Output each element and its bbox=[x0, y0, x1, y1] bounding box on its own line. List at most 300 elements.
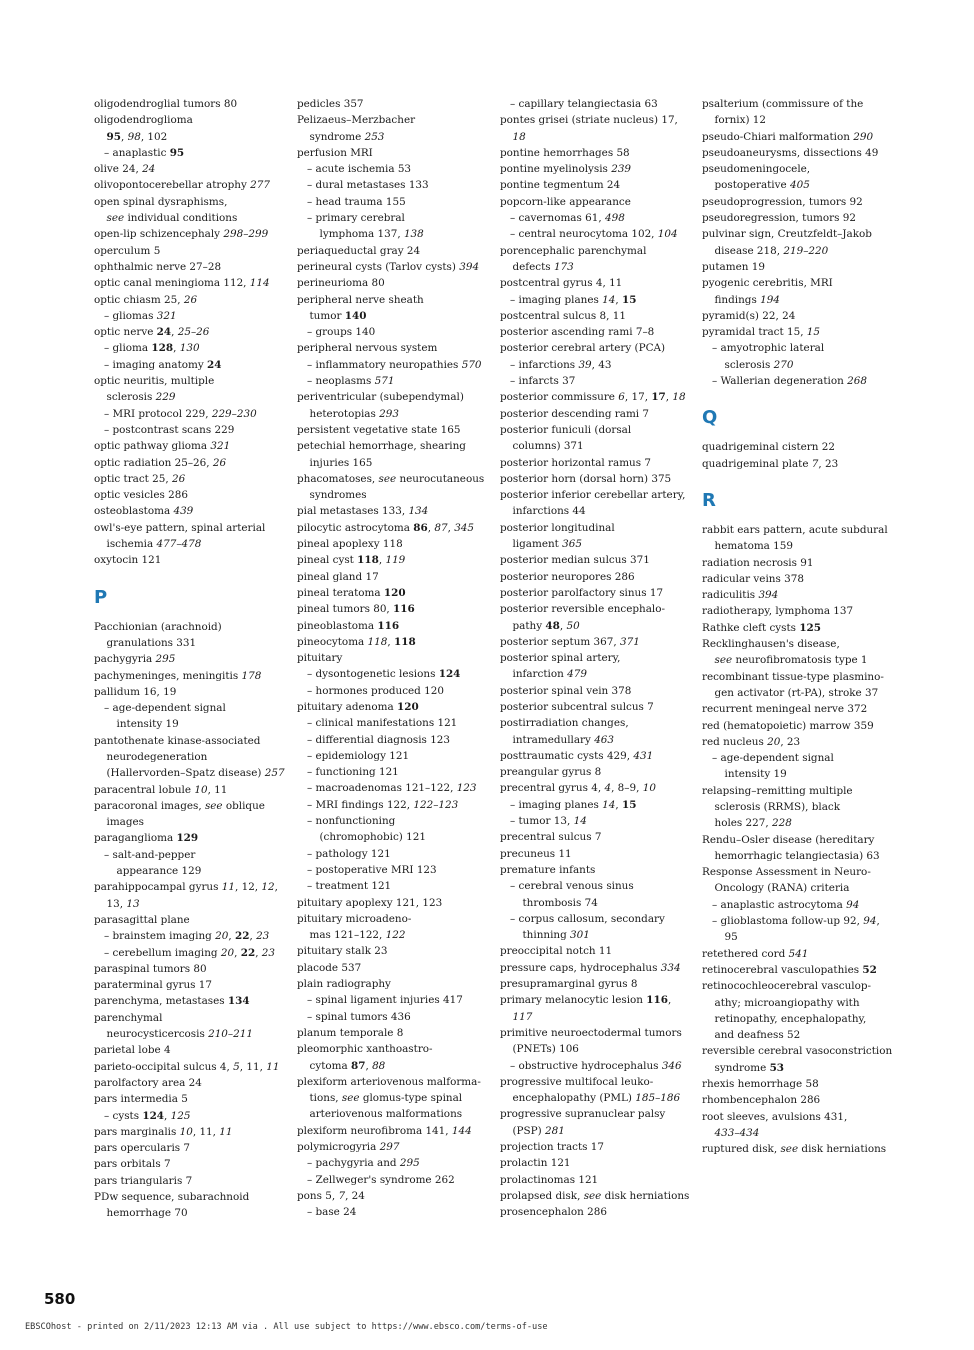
index-entry bbox=[500, 275, 690, 291]
index-entry-text: – cysts 124, 125 bbox=[104, 1109, 191, 1122]
index-entry bbox=[297, 666, 487, 682]
index-entry bbox=[94, 1108, 284, 1124]
index-entry bbox=[500, 455, 690, 471]
index-entry-text: radicular veins 378 bbox=[702, 572, 804, 585]
index-entry-text: parieto-occipital sulcus 4, 5, 11, 11 bbox=[94, 1060, 280, 1073]
index-entry bbox=[500, 748, 690, 764]
index-entry bbox=[702, 555, 892, 571]
index-entry-text: – functioning 121 bbox=[307, 766, 399, 779]
index-entry-text: prolactinomas 121 bbox=[500, 1173, 599, 1186]
index-entry-continuation: neurocysticercosis 210–211 bbox=[106, 1028, 253, 1041]
index-entry-text: postcentral sulcus 8, 11 bbox=[500, 309, 626, 322]
index-entry-text: pachygyria 295 bbox=[94, 653, 176, 666]
index-entry-text: – infarctions 39, 43 bbox=[510, 358, 612, 371]
index-entry bbox=[94, 340, 284, 356]
index-entry-text: pons 5, 7, 24 bbox=[297, 1189, 365, 1202]
index-entry-text: pyogenic cerebritis, MRI bbox=[702, 277, 833, 290]
index-entry-text: periventricular (subependymal) bbox=[297, 391, 464, 404]
index-entry-text: perineurioma 80 bbox=[297, 277, 385, 290]
index-entry-continuation: columns) 371 bbox=[512, 440, 584, 453]
index-entry bbox=[94, 651, 284, 667]
index-entry bbox=[500, 569, 690, 585]
index-entry bbox=[500, 1074, 690, 1107]
index-entry bbox=[94, 1091, 284, 1107]
index-entry-continuation: syndrome 53 bbox=[714, 1061, 785, 1074]
index-entry-continuation: 18 bbox=[512, 130, 526, 143]
index-entry bbox=[500, 308, 690, 324]
index-entry bbox=[297, 748, 487, 764]
index-entry bbox=[500, 210, 690, 226]
index-entry bbox=[500, 829, 690, 845]
index-entry-text: pressure caps, hydrocephalus 334 bbox=[500, 961, 681, 974]
index-entry-text: relapsing–remitting multiple bbox=[702, 784, 853, 797]
index-entry-text: – dysontogenetic lesions 124 bbox=[307, 668, 461, 681]
index-entry bbox=[500, 992, 690, 1025]
index-entry-continuation: syndrome 253 bbox=[309, 130, 385, 143]
index-entry bbox=[297, 960, 487, 976]
index-entry bbox=[500, 471, 690, 487]
index-entry-text: oxytocin 121 bbox=[94, 554, 162, 567]
index-entry bbox=[297, 324, 487, 340]
index-entry-text: optic chiasm 25, 26 bbox=[94, 293, 198, 306]
index-entry-text: – MRI findings 122, 122–123 bbox=[307, 798, 459, 811]
index-entry-continuation: pathy 48, 50 bbox=[512, 619, 580, 632]
index-entry-text: optic pathway glioma 321 bbox=[94, 440, 231, 453]
index-entry-text: quadrigeminal plate 7, 23 bbox=[702, 457, 839, 470]
index-entry-text: pineal tumors 80, 116 bbox=[297, 603, 415, 616]
index-entry-continuation: thrombosis 74 bbox=[522, 896, 598, 909]
index-entry bbox=[500, 634, 690, 650]
index-entry-text: – dural metastases 133 bbox=[307, 179, 429, 192]
index-entry bbox=[297, 112, 487, 145]
index-entry bbox=[297, 634, 487, 650]
index-entry bbox=[702, 783, 892, 832]
index-entry-continuation: (PSP) 281 bbox=[512, 1124, 565, 1137]
index-entry-text: – postcontrast scans 229 bbox=[104, 423, 235, 436]
index-entry-text: paraspinal tumors 80 bbox=[94, 962, 207, 975]
index-entry-text: polymicrogyria 297 bbox=[297, 1141, 400, 1153]
index-entry bbox=[94, 928, 284, 944]
index-entry-continuation: findings 194 bbox=[714, 293, 780, 306]
index-entry-text: premature infants bbox=[500, 863, 596, 876]
index-entry-continuation: encephalopathy (PML) 185–186 bbox=[512, 1092, 681, 1105]
index-entry-text: postirradiation changes, bbox=[500, 717, 629, 730]
index-entry bbox=[500, 1172, 690, 1188]
index-entry bbox=[297, 210, 487, 243]
index-entry-text: – spinal ligament injuries 417 bbox=[307, 994, 463, 1007]
index-entry bbox=[94, 879, 284, 912]
index-entry bbox=[94, 243, 284, 259]
index-entry bbox=[94, 406, 284, 422]
index-entry bbox=[702, 864, 892, 897]
index-entry-text: persistent vegetative state 165 bbox=[297, 423, 461, 436]
index-entry-text: posterior ascending rami 7–8 bbox=[500, 326, 655, 339]
index-entry-text: olive 24, 24 bbox=[94, 163, 156, 176]
index-entry-text: root sleeves, avulsions 431, bbox=[702, 1110, 848, 1123]
index-entry-text: red (hematopoietic) marrow 359 bbox=[702, 719, 874, 732]
index-entry-continuation: fornix) 12 bbox=[714, 114, 767, 127]
index-entry-text: posterior horizontal ramus 7 bbox=[500, 456, 651, 469]
index-entry-text: olivopontocerebellar atrophy 277 bbox=[94, 179, 271, 192]
index-entry-continuation: infarction 479 bbox=[512, 668, 587, 681]
index-entry-continuation: neurodegeneration bbox=[106, 750, 208, 763]
index-entry-text: radiculitis 394 bbox=[702, 589, 779, 602]
index-entry-text: pyramidal tract 15, 15 bbox=[702, 326, 821, 339]
index-entry bbox=[500, 161, 690, 177]
index-entry-continuation: holes 227, 228 bbox=[714, 817, 792, 830]
index-entry-text: – age-dependent signal bbox=[712, 752, 834, 765]
index-entry-text: posterior spinal artery, bbox=[500, 652, 621, 665]
index-entry-text: posterior cerebral artery (PCA) bbox=[500, 342, 666, 355]
index-entry-text: posterior descending rami 7 bbox=[500, 407, 650, 420]
index-entry bbox=[94, 503, 284, 519]
index-entry-continuation: thinning 301 bbox=[522, 929, 590, 942]
index-entry-text: pleomorphic xanthoastro- bbox=[297, 1043, 433, 1056]
index-entry bbox=[500, 862, 690, 878]
index-entry-text: prosencephalon 286 bbox=[500, 1206, 607, 1219]
index-entry bbox=[297, 161, 487, 177]
index-entry-text: prolactin 121 bbox=[500, 1157, 571, 1170]
index-entry bbox=[702, 571, 892, 587]
index-entry-text: Response Assessment in Neuro- bbox=[702, 866, 871, 879]
index-entry bbox=[500, 292, 690, 308]
index-entry-text: pars intermedia 5 bbox=[94, 1093, 188, 1106]
index-entry-text: open spinal dysraphisms, bbox=[94, 195, 228, 208]
index-entry-text: Pacchionian (arachnoid) bbox=[94, 620, 222, 633]
index-entry bbox=[297, 976, 487, 992]
index-entry bbox=[500, 943, 690, 959]
index-entry bbox=[297, 1204, 487, 1220]
index-entry-continuation: appearance 129 bbox=[116, 865, 202, 878]
section-letter-r: R bbox=[702, 489, 716, 511]
index-entry-text: periaqueductal gray 24 bbox=[297, 244, 421, 257]
index-entry bbox=[500, 389, 690, 405]
index-entry-text: pyramid(s) 22, 24 bbox=[702, 309, 796, 322]
index-entry-continuation: 117 bbox=[512, 1010, 533, 1023]
index-entry-text: pseudoaneurysms, dissections 49 bbox=[702, 146, 879, 159]
index-entry-text: pineal cyst 118, 119 bbox=[297, 554, 406, 567]
index-entry bbox=[297, 846, 487, 862]
index-entry bbox=[702, 259, 892, 275]
index-entry bbox=[297, 895, 487, 911]
index-entry-text: recombinant tissue-type plasmino- bbox=[702, 670, 884, 683]
index-entry-text: rhombencephalon 286 bbox=[702, 1094, 821, 1107]
index-entry bbox=[702, 522, 892, 555]
index-entry-text: – neoplasms 571 bbox=[307, 375, 395, 388]
index-entry-text: preoccipital notch 11 bbox=[500, 945, 613, 958]
index-entry bbox=[702, 1141, 892, 1157]
index-entry bbox=[94, 552, 284, 568]
index-entry-continuation: see individual conditions bbox=[106, 212, 238, 225]
index-entry bbox=[94, 373, 284, 406]
index-entry-text: oligodendroglioma bbox=[94, 114, 193, 127]
index-entry bbox=[94, 226, 284, 242]
index-entry bbox=[94, 619, 284, 652]
index-entry bbox=[500, 1155, 690, 1171]
index-entry-text: posterior commissure 6, 17, 17, 18 bbox=[500, 391, 686, 404]
index-entry-text: postcentral gyrus 4, 11 bbox=[500, 277, 623, 290]
index-entry-text: – Wallerian degeneration 268 bbox=[712, 375, 867, 388]
index-entry-continuation: heterotopias 293 bbox=[309, 407, 399, 420]
index-entry-text: – cavernomas 61, 498 bbox=[510, 212, 625, 225]
index-entry bbox=[297, 862, 487, 878]
index-entry bbox=[94, 961, 284, 977]
index-entry-text: – acute ischemia 53 bbox=[307, 163, 412, 176]
index-entry bbox=[297, 145, 487, 161]
index-entry-text: perineural cysts (Tarlov cysts) 394 bbox=[297, 260, 480, 273]
index-entry-text: pilocytic astrocytoma 86, 87, 345 bbox=[297, 521, 475, 534]
index-entry bbox=[297, 1009, 487, 1025]
index-entry-continuation: ligament 365 bbox=[512, 538, 583, 551]
index-entry-text: retinocerebral vasculopathies 52 bbox=[702, 963, 877, 976]
index-entry-text: pontes grisei (striate nucleus) 17, bbox=[500, 114, 678, 127]
index-entry bbox=[702, 373, 892, 389]
index-entry-text: parahippocampal gyrus 11, 12, 12, bbox=[94, 881, 278, 894]
index-entry-text: presupramarginal gyrus 8 bbox=[500, 978, 638, 991]
index-entry-text: red nucleus 20, 23 bbox=[702, 735, 801, 748]
index-entry bbox=[500, 194, 690, 210]
index-entry-text: plexiform neurofibroma 141, 144 bbox=[297, 1124, 472, 1137]
index-entry-continuation: sclerosis 270 bbox=[724, 358, 794, 371]
index-entry-text: pineal teratoma 120 bbox=[297, 586, 406, 599]
index-entry bbox=[702, 913, 892, 946]
page-number: 580 bbox=[44, 1290, 76, 1308]
index-entry bbox=[500, 422, 690, 455]
index-entry bbox=[297, 992, 487, 1008]
index-entry bbox=[500, 976, 690, 992]
index-entry bbox=[297, 618, 487, 634]
index-entry bbox=[297, 1074, 487, 1123]
index-entry-text: peripheral nerve sheath bbox=[297, 293, 424, 306]
index-entry bbox=[702, 145, 892, 161]
index-entry-text: – MRI protocol 229, 229–230 bbox=[104, 407, 257, 420]
index-entry bbox=[702, 1092, 892, 1108]
index-entry bbox=[500, 1204, 690, 1220]
index-entry-text: posterior septum 367, 371 bbox=[500, 635, 640, 648]
index-entry-continuation: see neurofibromatosis type 1 bbox=[714, 654, 868, 667]
index-entry-text: pedicles 357 bbox=[297, 98, 364, 110]
index-entry bbox=[297, 699, 487, 715]
index-entry-text: rhexis hemorrhage 58 bbox=[702, 1078, 819, 1091]
index-entry bbox=[702, 897, 892, 913]
index-entry-text: pars opercularis 7 bbox=[94, 1142, 191, 1155]
index-entry bbox=[297, 1123, 487, 1139]
index-entry bbox=[500, 797, 690, 813]
index-entry-text: pontine myelinolysis 239 bbox=[500, 163, 632, 176]
index-entry bbox=[94, 733, 284, 782]
index-column-1 bbox=[94, 96, 284, 1222]
index-entry-text: operculum 5 bbox=[94, 244, 161, 257]
index-entry-text: owl's-eye pattern, spinal arterial bbox=[94, 521, 266, 534]
index-entry-text: quadrigeminal cistern 22 bbox=[702, 441, 835, 454]
index-entry-text: primary melanocytic lesion 116, bbox=[500, 994, 672, 1007]
index-entry-text: pseudo-Chiari malformation 290 bbox=[702, 130, 874, 143]
index-entry bbox=[297, 1172, 487, 1188]
index-entry-text: – anaplastic 95 bbox=[104, 146, 185, 159]
index-entry bbox=[702, 324, 892, 340]
index-entry-continuation: hematoma 159 bbox=[714, 540, 794, 553]
index-entry-text: parasagittal plane bbox=[94, 913, 190, 926]
index-entry bbox=[500, 324, 690, 340]
index-entry bbox=[500, 1058, 690, 1074]
index-entry bbox=[94, 487, 284, 503]
index-entry bbox=[94, 292, 284, 308]
index-entry bbox=[297, 292, 487, 325]
index-entry-continuation: (chromophobic) 121 bbox=[319, 831, 426, 844]
index-entry bbox=[297, 340, 487, 356]
index-entry bbox=[500, 813, 690, 829]
index-entry-text: – head trauma 155 bbox=[307, 195, 406, 208]
index-entry bbox=[94, 308, 284, 324]
index-entry-text: radiation necrosis 91 bbox=[702, 556, 814, 569]
index-entry-text: popcorn-like appearance bbox=[500, 195, 631, 208]
index-entry-text: osteoblastoma 439 bbox=[94, 505, 194, 518]
index-entry bbox=[702, 946, 892, 962]
index-entry bbox=[94, 684, 284, 700]
index-entry-text: pineal apoplexy 118 bbox=[297, 538, 403, 551]
index-entry-continuation: injuries 165 bbox=[309, 456, 373, 469]
index-entry-text: pontine tegmentum 24 bbox=[500, 179, 621, 192]
index-entry-text: pars orbitals 7 bbox=[94, 1158, 171, 1171]
section-letter-p: P bbox=[94, 586, 108, 608]
index-entry-text: pseudomeningocele, bbox=[702, 163, 811, 176]
index-entry bbox=[702, 439, 892, 455]
index-entry bbox=[500, 552, 690, 568]
index-entry-text: posterior inferior cerebellar artery, bbox=[500, 489, 686, 502]
index-entry bbox=[297, 471, 487, 504]
index-entry bbox=[94, 145, 284, 161]
index-entry-text: paracoronal images, see oblique bbox=[94, 799, 265, 812]
index-entry-text: recurrent meningeal nerve 372 bbox=[702, 703, 868, 716]
index-entry bbox=[702, 832, 892, 865]
index-entry bbox=[297, 357, 487, 373]
index-entry-text: Rathke cleft cysts 125 bbox=[702, 621, 822, 634]
index-entry-text: preangular gyrus 8 bbox=[500, 766, 602, 779]
index-entry bbox=[94, 912, 284, 928]
index-entry-text: Pelizaeus–Merzbacher bbox=[297, 114, 416, 127]
index-entry bbox=[297, 259, 487, 275]
index-column-4 bbox=[702, 96, 892, 1158]
index-entry bbox=[297, 683, 487, 699]
index-entry bbox=[297, 780, 487, 796]
index-entry-text: precuneus 11 bbox=[500, 847, 572, 860]
index-entry-continuation: gen activator (rt-PA), stroke 37 bbox=[714, 686, 879, 699]
index-entry-text: parenchyma, metastases 134 bbox=[94, 995, 250, 1008]
index-entry-continuation: images bbox=[106, 816, 145, 829]
index-entry bbox=[94, 438, 284, 454]
index-entry-text: pineocytoma 118, 118 bbox=[297, 635, 416, 648]
index-entry bbox=[500, 1188, 690, 1204]
index-entry-text: PDw sequence, subarachnoid bbox=[94, 1191, 250, 1203]
index-entry-text: petechial hemorrhage, shearing bbox=[297, 440, 466, 453]
index-entry-text: pontine hemorrhages 58 bbox=[500, 146, 630, 159]
index-entry-continuation: postoperative 405 bbox=[714, 179, 810, 192]
index-entry-text: placode 537 bbox=[297, 961, 362, 974]
index-entry bbox=[297, 911, 487, 944]
index-entry bbox=[702, 978, 892, 1043]
index-entry-text: paracentral lobule 10, 11 bbox=[94, 783, 228, 796]
index-entry bbox=[94, 782, 284, 798]
index-entry bbox=[500, 878, 690, 911]
index-entry bbox=[297, 650, 487, 666]
index-entry bbox=[94, 1075, 284, 1091]
index-entry-text: progressive supranuclear palsy bbox=[500, 1108, 666, 1121]
index-entry-text: – amyotrophic lateral bbox=[712, 342, 825, 355]
index-entry bbox=[702, 456, 892, 472]
index-entry-text: reversible cerebral vasoconstriction bbox=[702, 1045, 893, 1058]
index-entry-continuation: arteriovenous malformations bbox=[309, 1108, 463, 1121]
index-entry-text: – corpus callosum, secondary bbox=[510, 912, 665, 925]
index-entry-text: – central neurocytoma 102, 104 bbox=[510, 228, 678, 241]
index-entry-text: – macroadenomas 121–122, 123 bbox=[307, 782, 477, 795]
index-entry-text: posterior median sulcus 371 bbox=[500, 554, 650, 567]
index-entry bbox=[500, 699, 690, 715]
index-entry bbox=[94, 1156, 284, 1172]
index-entry-text: plain radiography bbox=[297, 978, 391, 991]
index-entry-text: progressive multifocal leuko- bbox=[500, 1075, 654, 1088]
index-entry-continuation: 433–434 bbox=[714, 1126, 760, 1139]
index-entry-continuation: intensity 19 bbox=[116, 718, 179, 731]
index-entry-text: – treatment 121 bbox=[307, 880, 392, 893]
index-entry-continuation: mas 121–122, 122 bbox=[309, 929, 406, 942]
index-entry-text: posterior parolfactory sinus 17 bbox=[500, 586, 664, 599]
index-entry bbox=[94, 1189, 284, 1222]
index-entry-text: pantothenate kinase-associated bbox=[94, 734, 261, 747]
index-entry-text: – glioblastoma follow-up 92, 94, bbox=[712, 915, 880, 928]
index-entry bbox=[500, 96, 690, 112]
index-entry bbox=[94, 520, 284, 553]
index-entry bbox=[702, 718, 892, 734]
index-entry bbox=[702, 750, 892, 783]
index-entry-text: precentral sulcus 7 bbox=[500, 831, 602, 844]
index-entry-continuation: 95, 98, 102 bbox=[106, 130, 168, 143]
index-column-2 bbox=[297, 96, 487, 1220]
index-entry-continuation: lymphoma 137, 138 bbox=[319, 228, 424, 241]
index-entry-text: – imaging planes 14, 15 bbox=[510, 798, 637, 811]
index-entry bbox=[702, 603, 892, 619]
index-entry-text: plexiform arteriovenous malforma- bbox=[297, 1075, 481, 1088]
index-entry-text: putamen 19 bbox=[702, 260, 765, 273]
index-entry-text: retethered cord 541 bbox=[702, 947, 809, 960]
index-entry bbox=[500, 650, 690, 683]
index-entry bbox=[94, 455, 284, 471]
index-entry-text: – inflammatory neuropathies 570 bbox=[307, 358, 482, 371]
index-entry bbox=[500, 960, 690, 976]
index-entry bbox=[702, 1076, 892, 1092]
index-entry bbox=[94, 993, 284, 1009]
index-entry-text: – differential diagnosis 123 bbox=[307, 733, 451, 746]
index-entry bbox=[500, 487, 690, 520]
index-entry-continuation: intensity 19 bbox=[724, 768, 787, 781]
index-entry-continuation: hemorrhagic telangiectasia) 63 bbox=[714, 849, 880, 862]
index-entry-text: optic canal meningioma 112, 114 bbox=[94, 277, 270, 290]
index-entry bbox=[297, 569, 487, 585]
index-entry bbox=[297, 1025, 487, 1041]
index-entry-text: – obstructive hydrocephalus 346 bbox=[510, 1059, 682, 1072]
index-entry-text: posterior spinal vein 378 bbox=[500, 684, 632, 697]
index-entry-text: retinocochleocerebral vasculop- bbox=[702, 980, 872, 993]
index-entry-text: rabbit ears pattern, acute subdural bbox=[702, 523, 888, 536]
index-entry bbox=[702, 308, 892, 324]
index-entry bbox=[500, 340, 690, 356]
index-entry-continuation: ischemia 477–478 bbox=[106, 538, 202, 551]
index-entry-text: – age-dependent signal bbox=[104, 702, 226, 715]
index-entry-continuation: syndromes bbox=[309, 489, 367, 502]
index-entry-text: parolfactory area 24 bbox=[94, 1076, 202, 1089]
index-entry bbox=[702, 275, 892, 308]
index-entry-text: – imaging anatomy 24 bbox=[104, 358, 222, 371]
index-entry bbox=[500, 1139, 690, 1155]
